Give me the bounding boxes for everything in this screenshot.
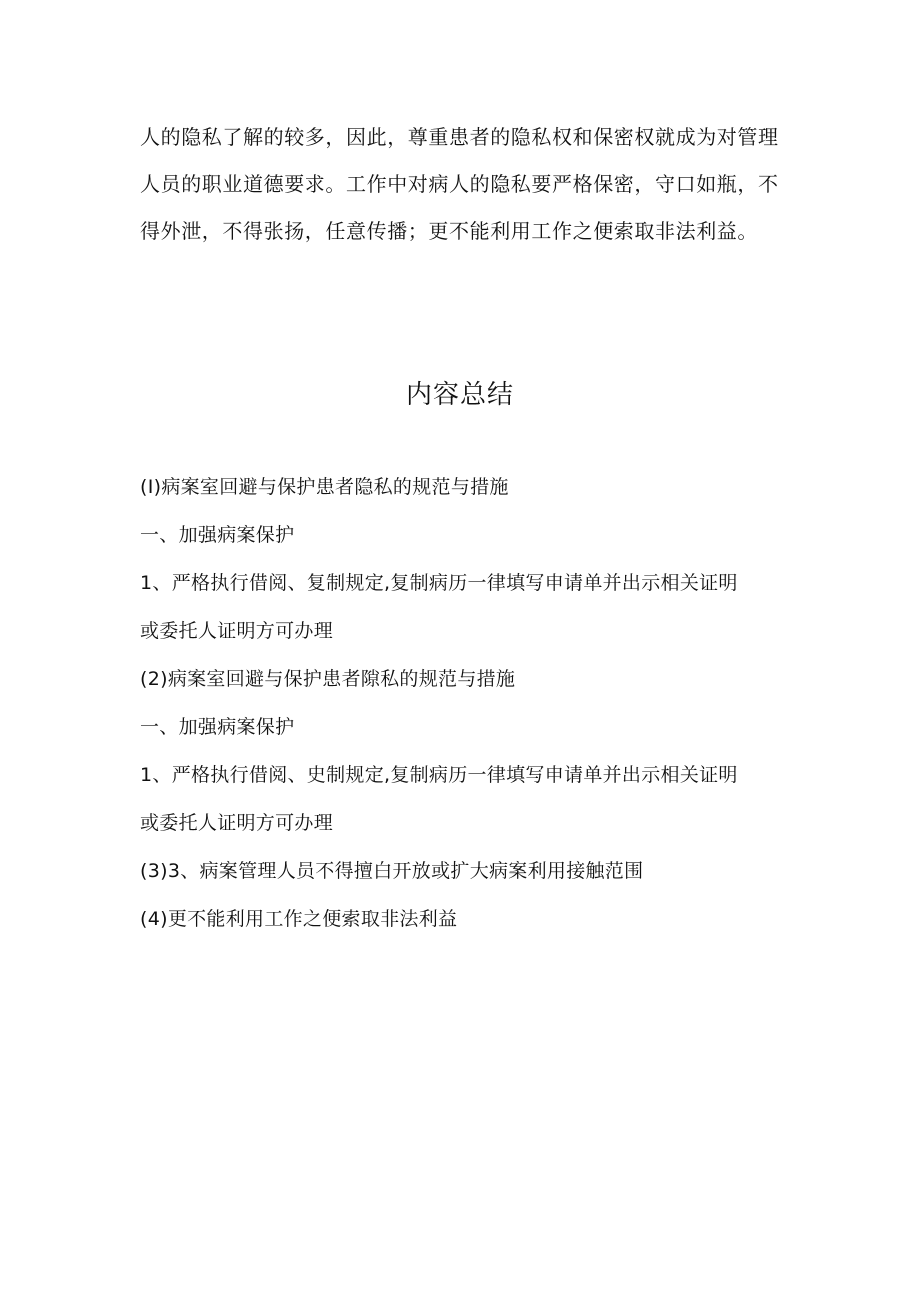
summary-line: (3)3、病案管理人员不得擅白开放或扩大病案利用接触范围: [140, 860, 644, 882]
summary-line: 一、加强病案保护: [140, 716, 295, 738]
summary-title: 内容总结: [405, 380, 514, 410]
summary-line: 或委托人证明方可办理: [140, 812, 334, 834]
summary-line: 1、严格执行借阅、复制规定,复制病历一律填写申请单并出示相关证明: [140, 572, 738, 594]
intro-line: 人员的职业道德要求。工作中对病人的隐私要严格保密，守口如瓶，不: [140, 172, 779, 196]
intro-line: 得外泄，不得张扬，任意传播；更不能利用工作之便索取非法利益。: [140, 219, 758, 243]
summary-line: 一、加强病案保护: [140, 524, 295, 546]
summary-line: 1、严格执行借阅、史制规定,复制病历一律填写申请单并出示相关证明: [140, 764, 738, 786]
summary-line: 或委托人证明方可办理: [140, 620, 334, 642]
intro-line: 人的隐私了解的较多，因此，尊重患者的隐私权和保密权就成为对管理: [140, 125, 779, 149]
intro-paragraph: [140, 120, 780, 261]
summary-line: (I)病案室回避与保护患者隐私的规范与措施: [140, 476, 509, 498]
summary-line: (2)病案室回避与保护患者隙私的规范与措施: [140, 668, 516, 690]
summary-line: (4)更不能利用工作之便索取非法利益: [140, 908, 458, 930]
summary-list: [140, 470, 780, 950]
